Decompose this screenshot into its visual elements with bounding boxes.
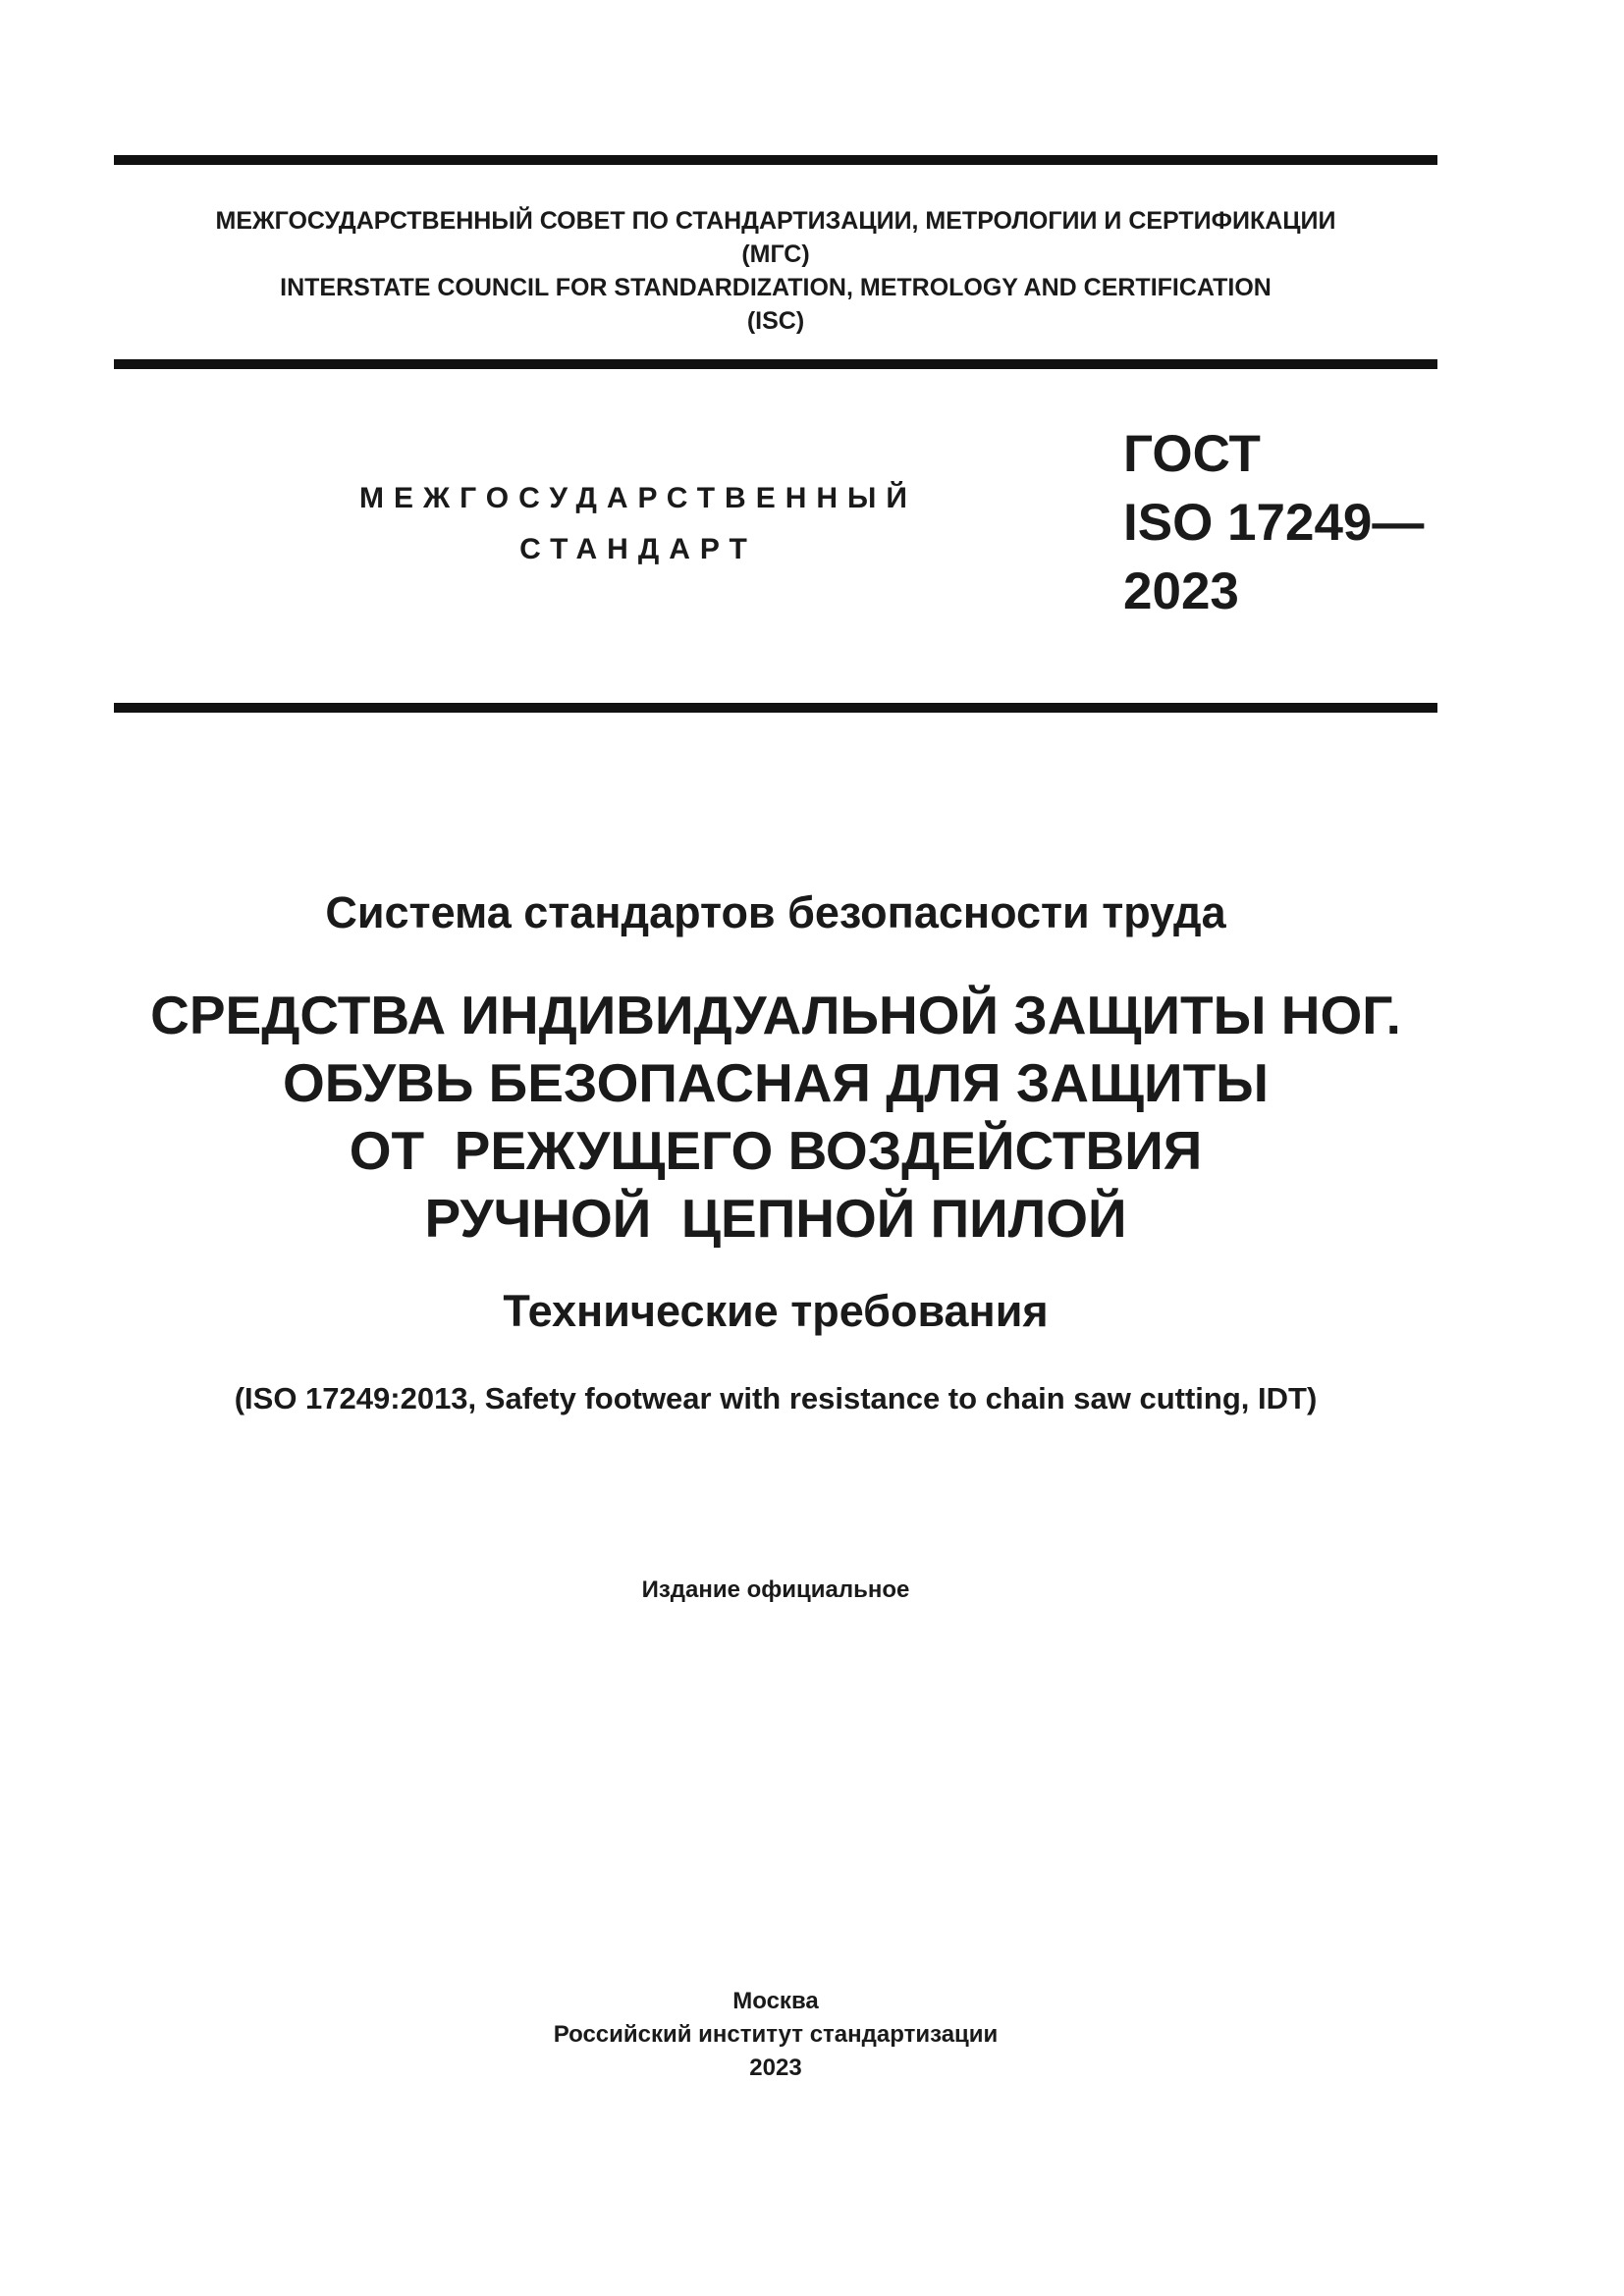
standard-designation	[1123, 420, 1424, 626]
title-line3: ОТ РЕЖУЩЕГО ВОЗДЕЙСТВИЯ	[349, 1120, 1203, 1181]
top-divider	[114, 155, 1437, 165]
council-abbr-en: (ISC)	[746, 307, 805, 335]
designation-line1: ГОСТ	[1123, 425, 1261, 483]
bottom-divider	[114, 703, 1437, 713]
imprint-year: 2023	[749, 2055, 802, 2081]
document-title	[114, 982, 1437, 1253]
edition-note: Издание официальное	[641, 1576, 910, 1603]
imprint-publisher: Российский институт стандартизации	[553, 2021, 999, 2048]
series-title: Система стандартов безопасности труда	[325, 887, 1226, 937]
title-line4: РУЧНОЙ ЦЕПНОЙ ПИЛОЙ	[424, 1188, 1127, 1249]
standard-type-line1: МЕЖГОСУДАРСТВЕННЫЙ	[359, 482, 917, 514]
document-subtitle: Технические требования	[503, 1286, 1049, 1336]
title-line2: ОБУВЬ БЕЗОПАСНАЯ ДЛЯ ЗАЩИТЫ	[282, 1052, 1270, 1113]
council-abbr-ru: (МГС)	[741, 240, 810, 268]
designation-line2: ISO 17249—	[1123, 494, 1425, 552]
council-name-ru: МЕЖГОСУДАРСТВЕННЫЙ СОВЕТ ПО СТАНДАРТИЗАЦИИ, МЕТРОЛОГИИ И СЕРТИФИКАЦИИ	[215, 207, 1336, 235]
title-line1: СРЕДСТВА ИНДИВИДУАЛЬНОЙ ЗАЩИТЫ НОГ.	[150, 985, 1401, 1045]
iso-reference: (ISO 17249:2013, Safety footwear with resistance to chain saw cutting, IDT)	[234, 1381, 1318, 1415]
middle-divider	[114, 359, 1437, 369]
council-header	[114, 204, 1437, 338]
imprint	[114, 1985, 1437, 2085]
standard-type-label	[295, 473, 982, 575]
council-name-en: INTERSTATE COUNCIL FOR STANDARDIZATION, METROLOGY AND CERTIFICATION	[280, 274, 1272, 301]
imprint-city: Москва	[732, 1988, 819, 2014]
standard-type-line2: СТАНДАРТ	[519, 533, 757, 565]
designation-line3: 2023	[1123, 562, 1239, 620]
